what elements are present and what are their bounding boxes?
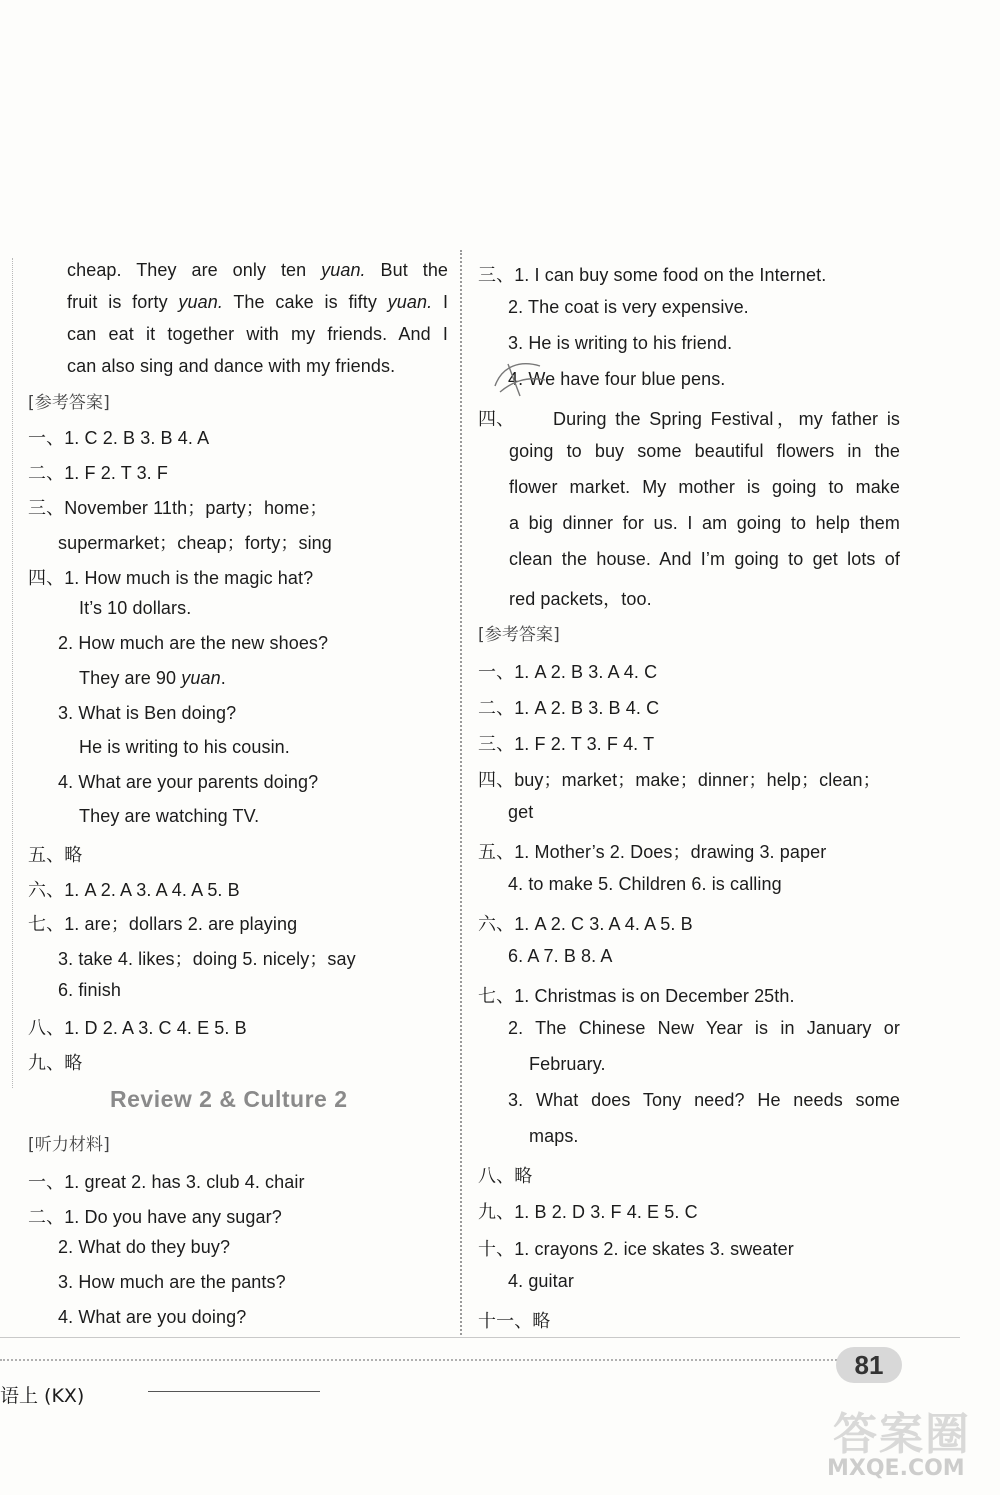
- word: of: [884, 549, 900, 569]
- right-a5-line2: 4. to make 5. Children 6. is calling: [508, 874, 782, 894]
- right-answers-label: [参考答案]: [478, 625, 560, 645]
- passage-line-2: [67, 292, 448, 313]
- answers-label: [参考答案]: [28, 393, 110, 413]
- right-a6-line1: 六、1. A 2. C 3. A 4. A 5. B: [478, 914, 693, 934]
- listening-q2-1: 二、1. Do you have any sugar?: [28, 1207, 282, 1227]
- page-number: 81: [836, 1347, 902, 1383]
- word: only: [232, 260, 267, 280]
- word: The: [233, 292, 265, 312]
- word: forty: [132, 292, 168, 312]
- word: help: [815, 513, 851, 533]
- listening-label: [听力材料]: [28, 1135, 110, 1155]
- word: is: [754, 1018, 769, 1038]
- word: big: [528, 513, 553, 533]
- word: dinner: [562, 513, 614, 533]
- word: going: [736, 513, 782, 533]
- word: Festival，my: [710, 409, 823, 429]
- word: market.: [569, 477, 631, 497]
- word: or: [883, 1018, 900, 1038]
- answer-q4-4-answer: They are watching TV.: [79, 806, 260, 826]
- word: in: [847, 441, 862, 461]
- word: to: [828, 477, 844, 497]
- right-a4-line1: 四、buy；market；make；dinner；help；clean；: [478, 770, 881, 790]
- column-divider: [460, 250, 462, 1335]
- word: together: [167, 324, 235, 344]
- word: New: [657, 1018, 694, 1038]
- word: What: [535, 1090, 579, 1110]
- answer-q4-4-question: 4. What are your parents doing?: [58, 772, 319, 792]
- word: Spring: [649, 409, 702, 429]
- word: ten: [280, 260, 307, 280]
- word: 2.: [508, 1018, 524, 1038]
- right-s3-2: 2. The coat is very expensive.: [508, 297, 749, 317]
- word: them: [859, 513, 900, 533]
- answer-q4-2-question: 2. How much are the new shoes?: [58, 633, 329, 653]
- word: The: [535, 1018, 567, 1038]
- word: I: [442, 324, 448, 344]
- answer-q5: 五、略: [28, 845, 83, 865]
- pen-doodle-mark: [490, 356, 550, 400]
- word: to: [790, 513, 807, 533]
- word: get: [812, 549, 838, 569]
- word: the: [422, 260, 449, 280]
- word: need?: [694, 1090, 745, 1110]
- word: us.: [653, 513, 678, 533]
- right-s4-line1: [553, 405, 900, 431]
- word: friends.: [327, 324, 388, 344]
- word: the: [561, 549, 588, 569]
- answer-q8: 八、1. D 2. A 3. C 4. E 5. B: [28, 1018, 247, 1038]
- word: eat: [108, 324, 134, 344]
- word: Chinese: [578, 1018, 646, 1038]
- word: I: [442, 292, 449, 312]
- right-a7-3-line1: [508, 1090, 900, 1111]
- answer-q4-1-question: 四、1. How much is the magic hat?: [28, 568, 314, 588]
- word: the: [874, 441, 900, 461]
- right-s3-1: 三、1. I can buy some food on the Internet.: [478, 265, 827, 285]
- word: am: [702, 513, 728, 533]
- word: fifty: [348, 292, 377, 312]
- word: January: [806, 1018, 872, 1038]
- right-a4-line2: get: [508, 802, 534, 822]
- word: My: [642, 477, 667, 497]
- yuan-italic: yuan: [181, 668, 221, 688]
- answer-q6: 六、1. A 2. A 3. A 4. A 5. B: [28, 880, 240, 900]
- word: is: [886, 409, 901, 429]
- answer-q7-line3: 6. finish: [58, 980, 121, 1000]
- word: needs: [793, 1090, 843, 1110]
- word: with: [246, 324, 279, 344]
- answer-q3-line1: 三、November 11th；party；home；: [28, 498, 328, 518]
- passage-line-1: [67, 260, 448, 281]
- word: They: [136, 260, 177, 280]
- word: And: [659, 549, 692, 569]
- page-edge-mark: [12, 258, 13, 1088]
- right-s3-3: 3. He is writing to his friend.: [508, 333, 733, 353]
- word: house.: [596, 549, 651, 569]
- answer-q4-2-text: They are 90: [79, 668, 182, 688]
- answer-q4-2-answer: [79, 668, 226, 689]
- word: in: [780, 1018, 795, 1038]
- right-a7-2-line2: February.: [529, 1054, 606, 1074]
- word: is: [324, 292, 338, 312]
- word: to: [788, 549, 804, 569]
- word: a: [509, 513, 520, 533]
- watermark-url: MXQE.COM: [827, 1456, 965, 1481]
- footer-rule-top: [0, 1337, 960, 1338]
- right-a1: 一、1. A 2. B 3. A 4. C: [478, 662, 658, 682]
- answer-q9: 九、略: [28, 1053, 83, 1073]
- word: Tony: [642, 1090, 682, 1110]
- right-a7-3-line2: maps.: [529, 1126, 579, 1146]
- right-a2: 二、1. A 2. B 3. B 4. C: [478, 698, 660, 718]
- answer-q2: 二、1. F 2. T 3. F: [28, 463, 168, 483]
- word: During: [553, 409, 607, 429]
- right-s3-4: 4. We have four blue pens.: [508, 369, 726, 389]
- passage-line-4: can also sing and dance with my friends.: [67, 356, 396, 376]
- word: lots: [847, 549, 876, 569]
- right-a10-line2: 4. guitar: [508, 1271, 574, 1291]
- answer-q3-line2: supermarket；cheap；forty；sing: [58, 533, 332, 553]
- word: some: [855, 1090, 900, 1110]
- word: my: [291, 324, 316, 344]
- word: going: [734, 549, 779, 569]
- watermark-cn-text: 答案圈: [833, 1409, 971, 1460]
- right-s4-line2: [509, 441, 900, 462]
- footer-dotted-rule: [0, 1359, 840, 1361]
- word: to: [566, 441, 582, 461]
- word: He: [757, 1090, 781, 1110]
- right-s4-line6: red packets，too.: [509, 589, 652, 609]
- right-a6-line2: 6. A 7. B 8. A: [508, 946, 613, 966]
- right-s4-line4: [509, 513, 900, 534]
- answer-q7-line2: 3. take 4. likes；doing 5. nicely；say: [58, 949, 356, 969]
- right-s4-line5: [509, 549, 900, 570]
- word: going: [771, 477, 817, 497]
- word: going: [509, 441, 554, 461]
- word: it: [146, 324, 156, 344]
- right-a3: 三、1. F 2. T 3. F 4. T: [478, 734, 655, 754]
- footer-underline: [148, 1391, 320, 1392]
- right-a5-line1: 五、1. Mother’s 2. Does；drawing 3. paper: [478, 842, 827, 862]
- word: But: [380, 260, 408, 280]
- word: father: [831, 409, 879, 429]
- listening-q1: 一、1. great 2. has 3. club 4. chair: [28, 1172, 305, 1192]
- answer-q4-2-period: .: [220, 668, 226, 688]
- footer-subject: 语上 (KX): [0, 1385, 85, 1407]
- word: buy: [594, 441, 625, 461]
- section-heading: Review 2 & Culture 2: [110, 1086, 348, 1112]
- word: can: [67, 324, 97, 344]
- answer-q4-1-answer: It’s 10 dollars.: [79, 598, 192, 618]
- word: for: [622, 513, 644, 533]
- answer-q1: 一、1. C 2. B 3. B 4. A: [28, 428, 210, 448]
- word: cheap.: [67, 260, 122, 280]
- word: Year: [705, 1018, 743, 1038]
- word: yuan.: [387, 292, 433, 312]
- word: fruit: [67, 292, 98, 312]
- answer-q4-3-answer: He is writing to his cousin.: [79, 737, 290, 757]
- right-a7-2-line1: [508, 1018, 900, 1039]
- word: 3.: [508, 1090, 524, 1110]
- word: flower: [509, 477, 558, 497]
- passage-line-3: [67, 324, 448, 345]
- word: does: [591, 1090, 631, 1110]
- word: flowers: [776, 441, 835, 461]
- right-a11: 十一、略: [478, 1311, 551, 1331]
- right-a8: 八、略: [478, 1166, 533, 1186]
- word: And: [398, 324, 431, 344]
- right-s4-line3: [509, 477, 900, 498]
- word: I’m: [700, 549, 726, 569]
- word: the: [615, 409, 641, 429]
- listening-q2-2: 2. What do they buy?: [58, 1237, 231, 1257]
- listening-q2-4: 4. What are you doing?: [58, 1307, 247, 1327]
- word: yuan.: [178, 292, 223, 312]
- word: I: [687, 513, 693, 533]
- answer-q7-line1: 七、1. are；dollars 2. are playing: [28, 914, 298, 934]
- word: some: [637, 441, 682, 461]
- word: yuan.: [321, 260, 366, 280]
- word: cake: [275, 292, 314, 312]
- word: make: [855, 477, 901, 497]
- answer-q4-3-question: 3. What is Ben doing?: [58, 703, 237, 723]
- right-a7-1: 七、1. Christmas is on December 25th.: [478, 986, 795, 1006]
- word: beautiful: [694, 441, 764, 461]
- listening-q2-3: 3. How much are the pants?: [58, 1272, 286, 1292]
- word: clean: [509, 549, 553, 569]
- word: is: [746, 477, 761, 497]
- word: mother: [678, 477, 735, 497]
- right-a10-line1: 十、1. crayons 2. ice skates 3. sweater: [478, 1239, 794, 1259]
- watermark-logo: [825, 1398, 995, 1493]
- right-s4-label: 四、: [478, 409, 515, 429]
- right-a9: 九、1. B 2. D 3. F 4. E 5. C: [478, 1202, 698, 1222]
- word: are: [191, 260, 218, 280]
- word: is: [108, 292, 122, 312]
